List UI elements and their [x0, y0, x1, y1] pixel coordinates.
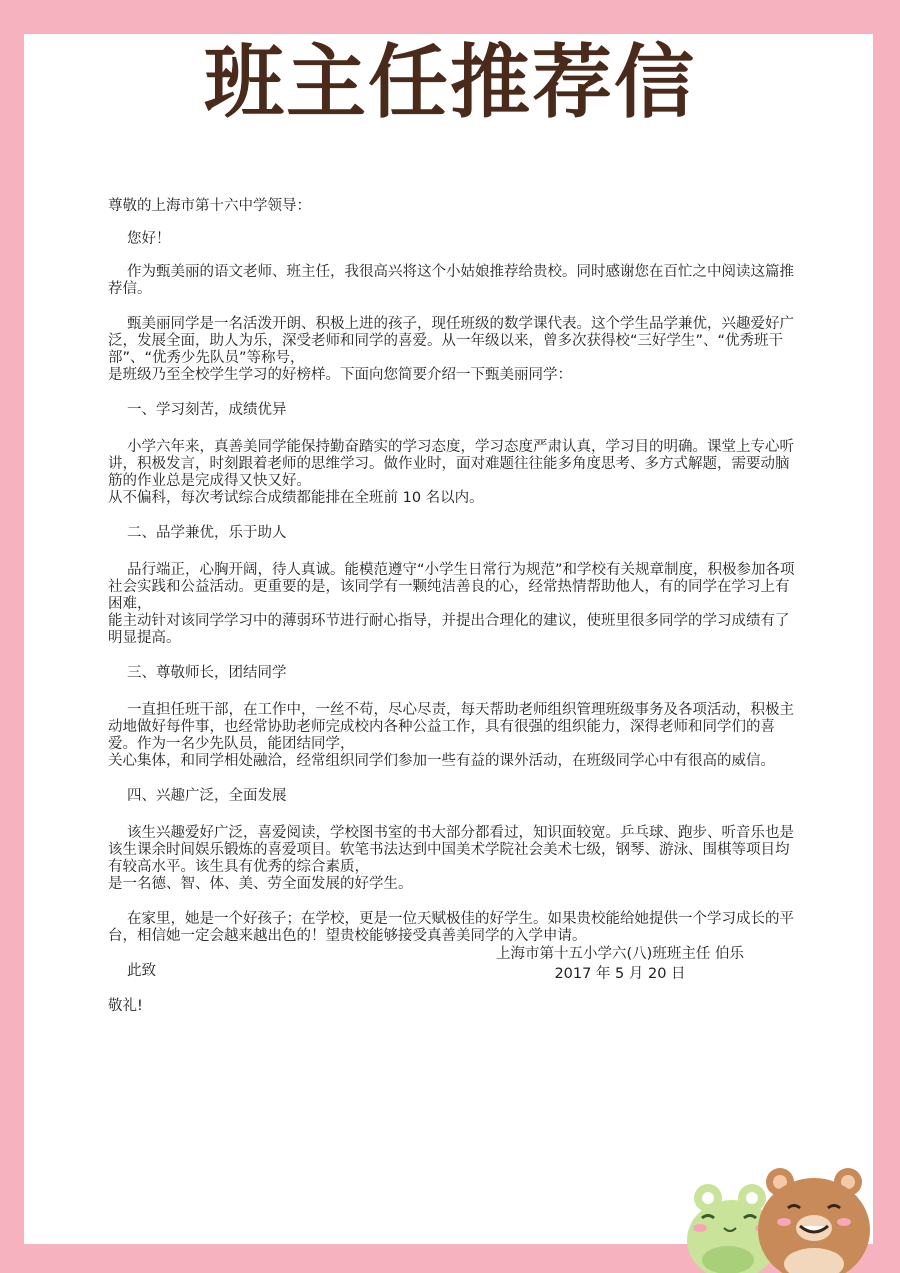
- overview-paragraph-end: 是班级乃至全校学生学习的好榜样。下面向您简要介绍一下甄美丽同学：: [108, 367, 572, 383]
- regards: 敬礼!: [108, 998, 143, 1014]
- bear-icon: [758, 1168, 870, 1273]
- section-text-end: 能主动针对该同学学习中的薄弱环节进行耐心指导，并提出合理化的建议，使班里很多同学的学习成绩有了明显提高。: [108, 613, 790, 646]
- overview-paragraph: 甄美丽同学是一名活泼开朗、积极上进的孩子，现任班级的数学课代表。这个学生品学兼优，兴趣爱好广泛，发展全面，助人为乐，深受老师和同学的喜爱。从一年级以来，曾多次获得校“三好学生”、“优秀班干部”、“优秀少先队员”等称号，: [108, 316, 794, 366]
- mascot-illustration: [680, 1160, 900, 1273]
- section-text-end: 是一名德、智、体、美、劳全面发展的好学生。: [108, 876, 413, 892]
- page-title: 班主任推荐信: [204, 36, 696, 129]
- signature-block: [490, 944, 750, 984]
- section-heading: 一、学习刻苦，成绩优异: [127, 402, 287, 418]
- salutation: 尊敬的上海市第十六中学领导：: [108, 198, 311, 214]
- home-paragraph: 在家里，她是一个好孩子；在学校，更是一位天赋极佳的好学生。如果贵校能给她提供一个学习成长的平台，相信她一定会越来越出色的！望贵校能够接受真善美同学的入学申请。: [108, 911, 794, 944]
- section-text: 品行端正，心胸开阔，待人真诚。能模范遵守“小学生日常行为规范”和学校有关规章制度，积极参加各项社会实践和公益活动。更重要的是，该同学有一颗纯洁善良的心，经常热情帮助他人，有的同学在学习上有困难，: [108, 562, 795, 612]
- section-heading: 四、兴趣广泛，全面发展: [127, 788, 287, 804]
- closing: 此致: [127, 963, 156, 979]
- section-heading: 二、品学兼优，乐于助人: [127, 525, 287, 541]
- signature: 上海市第十五小学六(八)班班主任 伯乐: [496, 946, 744, 962]
- intro-paragraph: 作为甄美丽的语文老师、班主任，我很高兴将这个小姑娘推荐给贵校。同时感谢您在百忙之中阅读这篇推荐信。: [108, 264, 794, 297]
- section-text: 一直担任班干部，在工作中，一丝不苟，尽心尽责，每天帮助老师组织管理班级事务及各项活动，积极主动地做好每件事，也经常协助老师完成校内各种公益工作，具有很强的组织能力，深得老师和同学们的喜爱。作为一名少先队员，能团结同学，: [108, 702, 794, 752]
- letter-body: [108, 198, 798, 1015]
- greeting: 您好！: [127, 231, 171, 247]
- section-text: 该生兴趣爱好广泛，喜爱阅读，学校图书室的书大部分都看过，知识面较宽。乒乓球、跑步、听音乐也是该生课余时间娱乐锻炼的喜爱项目。软笔书法达到中国美术学院社会美术七级，钢琴、游泳、围棋等项目均有较高水平。该生具有优秀的综合素质，: [108, 825, 794, 875]
- section-heading: 三、尊敬师长，团结同学: [127, 665, 287, 681]
- date: 2017 年 5 月 20 日: [554, 966, 686, 982]
- section-text-end: 关心集体，和同学相处融洽，经常组织同学们参加一些有益的课外活动，在班级同学心中有很高的威信。: [108, 753, 775, 769]
- section-text: 小学六年来，真善美同学能保持勤奋踏实的学习态度，学习态度严肃认真，学习目的明确。课堂上专心听讲，积极发言，时刻跟着老师的思维学习。做作业时，面对难题往往能多角度思考、多方式解题，需要动脑筋的作业总是完成得又快又好。: [108, 439, 794, 489]
- section-text-end: 从不偏科，每次考试综合成绩都能排在全班前 10 名以内。: [108, 490, 484, 506]
